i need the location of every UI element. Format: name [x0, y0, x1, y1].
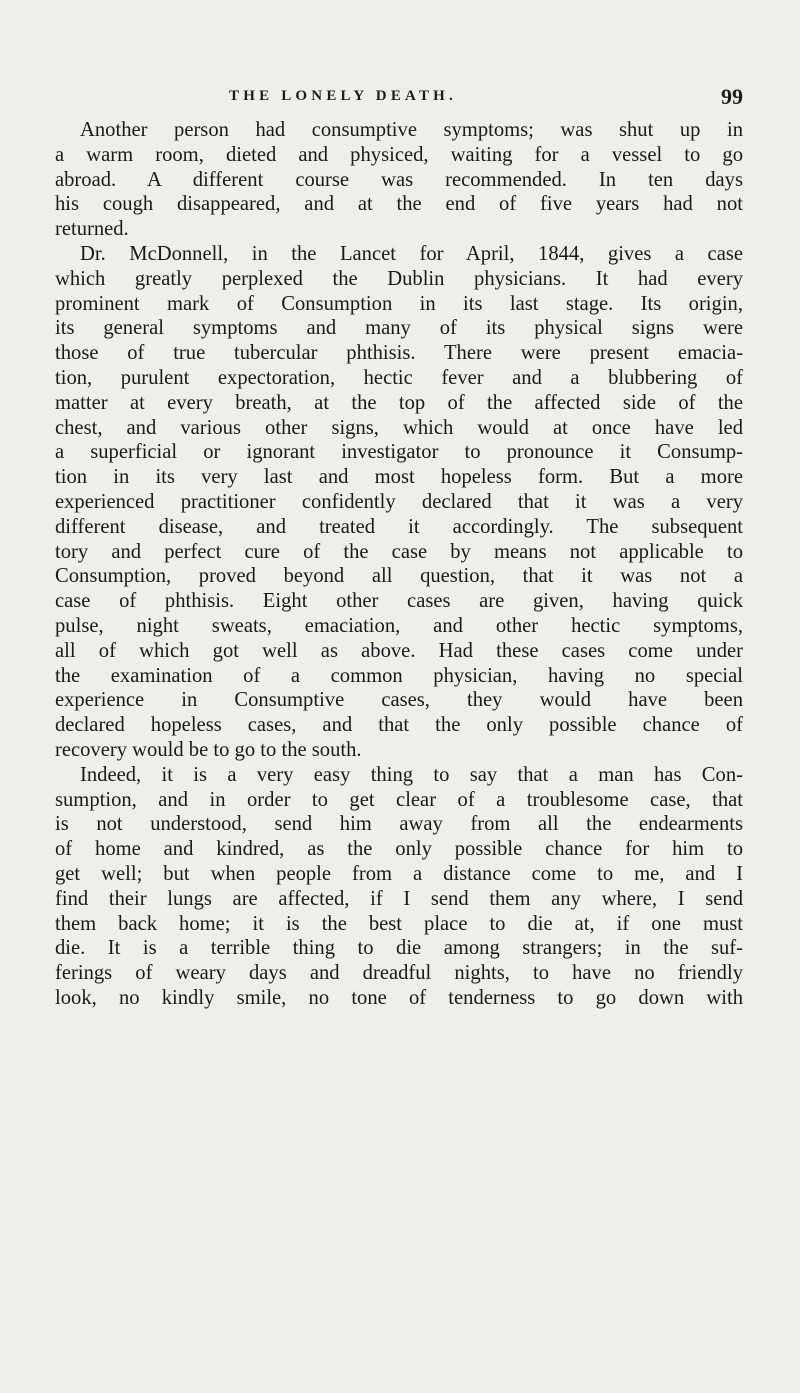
- text-line: returned.: [55, 218, 129, 241]
- text-line: Indeed, it is a very easy thing to say that a man has Con-: [80, 763, 743, 786]
- text-line: experience in Consumptive cases, they would have been: [55, 689, 743, 712]
- text-line: sumption, and in order to get clear of a troublesome case, that: [55, 788, 743, 811]
- text-line: chest, and various other signs, which would at once have led: [55, 416, 743, 439]
- text-line: recovery would be to go to the south.: [55, 738, 362, 761]
- text-line: find their lungs are affected, if I send them any where, I send: [55, 887, 743, 910]
- text-line: case of phthisis. Eight other cases are given, having quick: [55, 590, 743, 613]
- text-line: Consumption, proved beyond all question, that it was not a: [55, 565, 743, 588]
- text-line: all of which got well as above. Had these cases come under: [55, 639, 743, 662]
- text-line: his cough disappeared, and at the end of five years had not: [55, 193, 743, 216]
- text-line: the examination of a common physician, having no special: [55, 664, 743, 687]
- text-line: those of true tubercular phthisis. There were present emacia-: [55, 342, 743, 365]
- text-line: Dr. McDonnell, in the Lancet for April, 1844, gives a case: [80, 242, 743, 265]
- paragraph: [55, 763, 743, 1011]
- text-line: its general symptoms and many of its physical signs were: [55, 317, 743, 340]
- text-line: which greatly perplexed the Dublin physicians. It had every: [55, 267, 743, 290]
- running-header: [55, 84, 743, 110]
- text-line: abroad. A different course was recommended. In ten days: [55, 168, 743, 191]
- text-line: of home and kindred, as the only possible chance for him to: [55, 838, 743, 861]
- text-line: tion, purulent expectoration, hectic fever and a blubbering of: [55, 366, 743, 389]
- paragraph: [55, 242, 743, 763]
- text-line: die. It is a terrible thing to die among strangers; in the suf-: [55, 937, 743, 960]
- text-line: tory and perfect cure of the case by means not applicable to: [55, 540, 743, 563]
- text-line: tion in its very last and most hopeless form. But a more: [55, 466, 743, 489]
- running-title: THE LONELY DEATH.: [229, 88, 457, 104]
- text-line: Another person had consumptive symptoms; was shut up in: [80, 119, 743, 141]
- text-line: is not understood, send him away from all the endearments: [55, 813, 743, 836]
- text-line: get well; but when people from a distance come to me, and I: [55, 862, 743, 885]
- text-line: a superficial or ignorant investigator to pronounce it Consump-: [55, 441, 743, 464]
- text-line: different disease, and treated it accordingly. The subsequent: [55, 515, 743, 538]
- text-line: experienced practitioner confidently declared that it was a very: [55, 490, 743, 513]
- text-line: them back home; it is the best place to die at, if one must: [55, 912, 743, 935]
- body-text: [55, 118, 743, 1011]
- text-line: declared hopeless cases, and that the only possible chance of: [55, 714, 743, 737]
- text-line: pulse, night sweats, emaciation, and other hectic symptoms,: [55, 614, 743, 637]
- text-line: matter at every breath, at the top of the affected side of the: [55, 391, 743, 414]
- text-line: look, no kindly smile, no tone of tenderness to go down with: [55, 986, 743, 1009]
- page-number: 99: [721, 84, 743, 109]
- text-line: a warm room, dieted and physiced, waiting for a vessel to go: [55, 143, 743, 166]
- text-line: prominent mark of Consumption in its last stage. Its origin,: [55, 292, 743, 315]
- text-line: ferings of weary days and dreadful nights, to have no friendly: [55, 962, 743, 985]
- paragraph: [55, 118, 743, 242]
